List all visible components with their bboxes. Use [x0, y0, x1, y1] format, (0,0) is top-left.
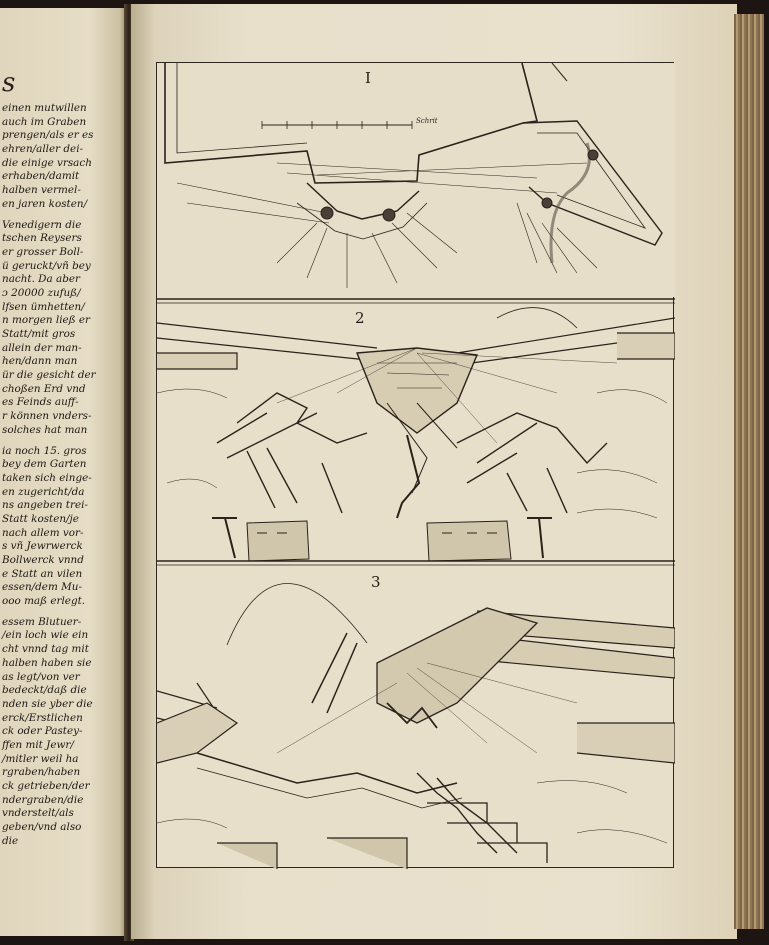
text-line: nacht. Da aber: [2, 273, 80, 286]
text-line: ffen mit Jewr/: [2, 738, 74, 751]
text-line: /mitler weil ha: [2, 752, 79, 765]
text-line: halben vermel-: [2, 184, 81, 197]
text-line: prengen/als er es: [2, 129, 94, 142]
text-line: es Feinds auff-: [2, 396, 79, 409]
text-line: n morgen ließ er: [2, 314, 91, 327]
text-line: Statt kosten/je: [2, 512, 79, 525]
figure-number-3: 3: [371, 573, 381, 591]
text-line: hen/dann man: [2, 355, 78, 368]
text-line: cht vnnd tag mit: [2, 643, 89, 656]
text-line: solches hat man: [2, 423, 88, 436]
text-line: die einige vrsach: [2, 156, 92, 169]
text-line: nach allem vor-: [2, 526, 84, 539]
text-line: bedeckt/daß die: [2, 684, 87, 697]
text-line: ɔ 20000 zufuß/: [2, 286, 81, 299]
text-line: choßen Erd vnd: [2, 382, 86, 395]
text-line: ür die gesicht der: [2, 369, 96, 382]
text-line: essem Blutuer-: [2, 615, 82, 628]
text-line: erhaben/damit: [2, 170, 80, 183]
text-line: e Statt an vilen: [2, 567, 83, 580]
text-line: en zugericht/da: [2, 485, 85, 498]
text-line: /ein loch wie ein: [2, 629, 89, 642]
figure-number-2: 2: [355, 309, 365, 327]
text-line: tschen Reysers: [2, 232, 82, 245]
text-line: geben/vnd also: [2, 821, 82, 834]
text-line: Statt/mit gros: [2, 328, 76, 340]
text-line: er grosser Boll-: [2, 245, 84, 258]
left-page-text-column: [2, 102, 120, 848]
drop-letter: s: [2, 68, 16, 98]
text-line: ehren/aller dei-: [2, 143, 84, 156]
text-line: allein der man-: [2, 341, 82, 354]
text-line: Venedigern die: [2, 218, 82, 231]
text-line: ooo maß erlegt.: [2, 595, 86, 608]
text-line: auch im Graben: [2, 115, 87, 128]
scale-label: Schrit: [416, 117, 438, 125]
text-line: einen mutwillen: [2, 102, 87, 114]
text-line: die: [2, 834, 19, 847]
engraved-plate: [156, 62, 674, 868]
figure-2-bastion-attack: [157, 308, 675, 561]
text-line: ndergraben/die: [2, 793, 84, 806]
text-line: ü geruckt/vñ bey: [2, 259, 91, 272]
text-line: essen/dem Mu-: [2, 581, 82, 594]
text-line: ia noch 15. gros: [2, 444, 87, 457]
text-line: vnderstelt/als: [2, 807, 74, 820]
text-line: ck oder Pastey-: [2, 725, 83, 738]
text-line: s vñ Jewrwerck: [2, 540, 83, 553]
plate-engraving: [157, 63, 675, 869]
text-line: rgraben/haben: [2, 766, 81, 779]
text-line: ns angeben trei-: [2, 499, 88, 512]
text-line: lfsen ümhetten/: [2, 300, 85, 313]
text-line: r können vnders-: [2, 410, 92, 423]
text-line: nden sie yber die: [2, 697, 93, 710]
left-page: [0, 8, 128, 936]
text-line: as legt/von ver: [2, 670, 80, 683]
figure-3-mining-attack: [157, 583, 675, 869]
figure-number-1: I: [365, 69, 371, 87]
text-line: taken sich einge-: [2, 471, 92, 484]
text-line: halben haben sie: [2, 656, 92, 669]
text-line: erck/Erstlichen: [2, 711, 83, 724]
text-line: en jaren kosten/: [2, 197, 88, 210]
figure-1-plan: [157, 63, 675, 297]
page-edges: [734, 14, 764, 929]
text-line: Bollwerck vnnd: [2, 554, 84, 566]
text-line: bey dem Garten: [2, 458, 87, 471]
text-line: ck getrieben/der: [2, 780, 90, 792]
